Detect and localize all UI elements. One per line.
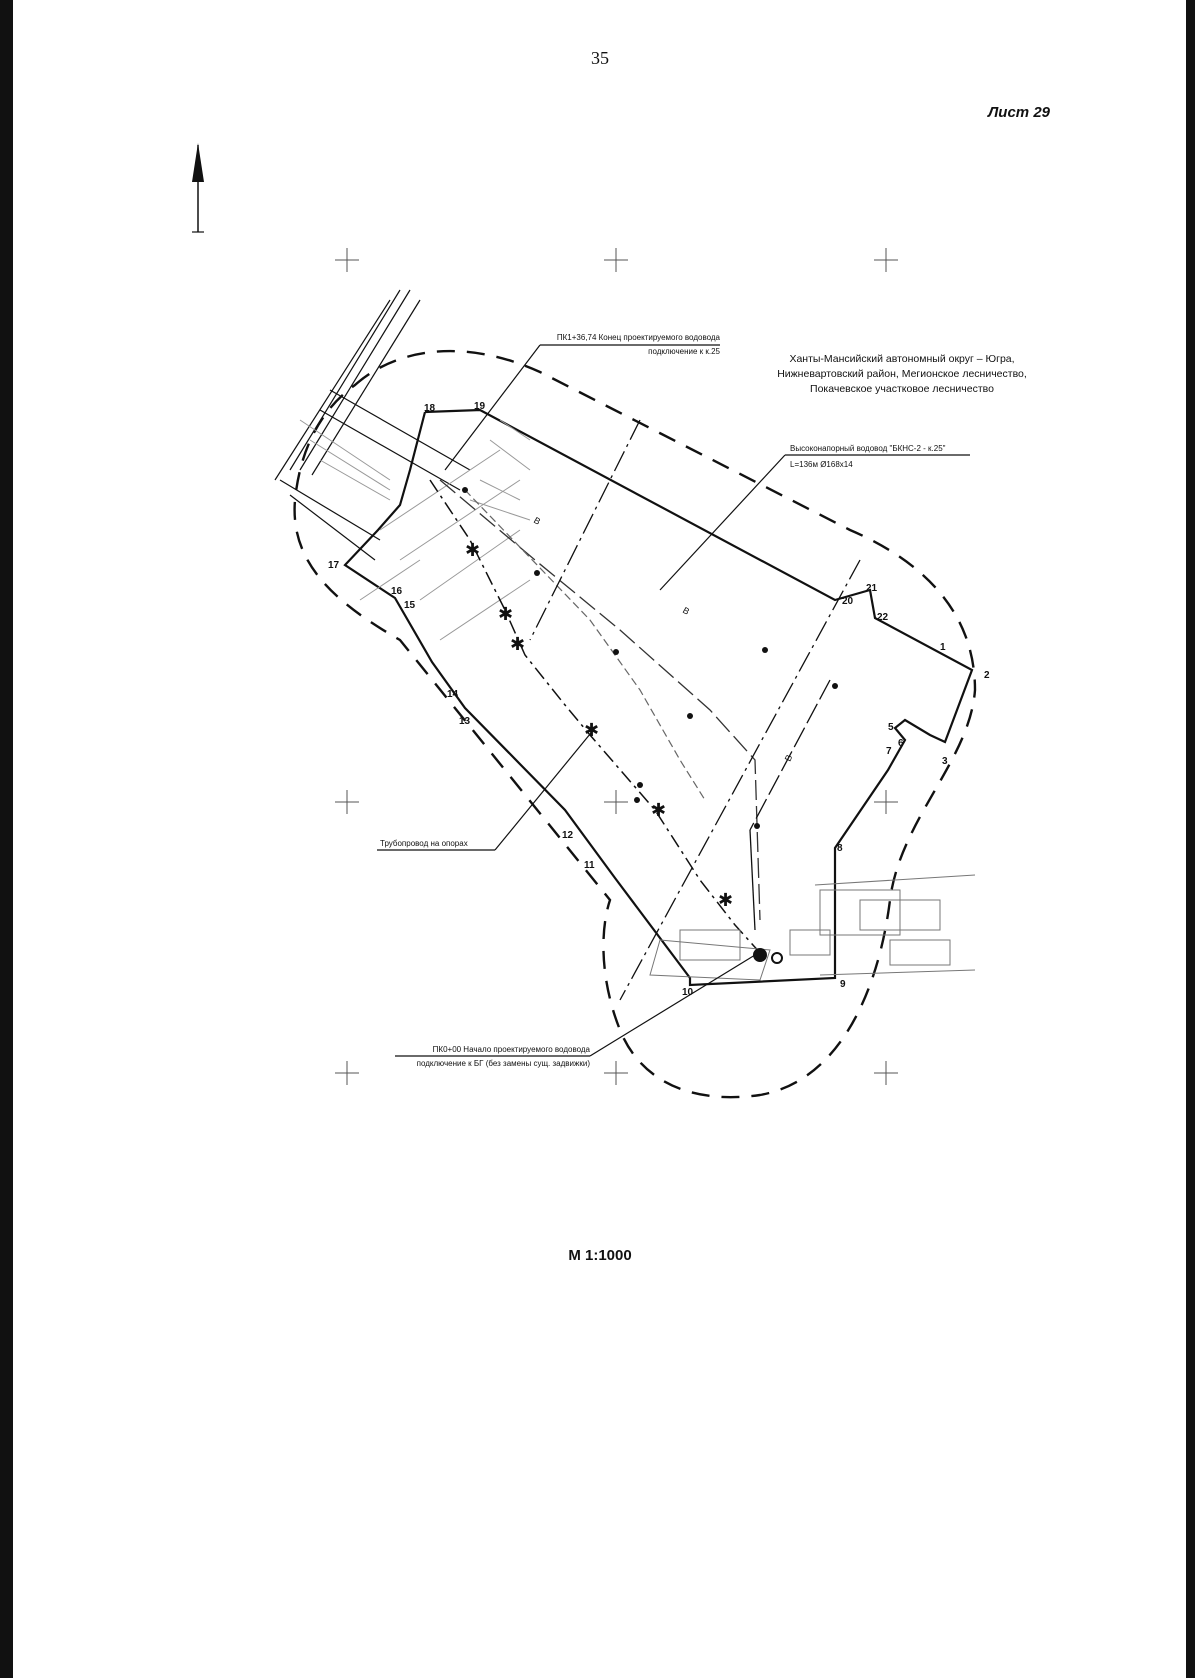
- north-arrow-icon: [192, 143, 204, 232]
- point-number: 14: [447, 689, 459, 700]
- high-pressure-line2: L=136м Ø168х14: [790, 460, 853, 469]
- svg-text:✱: ✱: [510, 634, 526, 654]
- allotment-boundary: [345, 410, 972, 985]
- point-number: 19: [474, 401, 486, 412]
- point-number: 7: [886, 746, 892, 757]
- axis-line: [750, 680, 830, 830]
- point-number: 9: [840, 979, 846, 990]
- page-number: 35: [591, 48, 609, 68]
- axis-line: [530, 420, 640, 640]
- point-number: 20: [842, 596, 854, 607]
- region-line2: Нижневартовский район, Мегионское лесничество,: [777, 368, 1027, 380]
- start-pipeline-line2: подключение к БГ (без замены сущ. задвижки): [416, 1059, 590, 1068]
- svg-text:✱: ✱: [584, 720, 600, 740]
- point-number: 17: [328, 560, 340, 571]
- point-number: 1: [940, 642, 946, 653]
- road-label: В: [782, 753, 795, 763]
- supports-label: Трубопровод на опорах: [380, 839, 468, 848]
- survey-markers: [462, 487, 838, 829]
- road-label: В: [681, 605, 692, 617]
- point-number: 21: [866, 583, 878, 594]
- road-label: В: [532, 515, 543, 527]
- svg-text:✱: ✱: [651, 800, 667, 820]
- point-number: 3: [942, 756, 948, 767]
- end-pipeline-line2: подключение к к.25: [648, 347, 720, 356]
- region-line1: Ханты-Мансийский автономный округ – Югра,: [789, 353, 1015, 365]
- point-number: 2: [984, 670, 990, 681]
- svg-text:✱: ✱: [498, 604, 514, 624]
- svg-text:✱: ✱: [465, 540, 481, 560]
- point-number: 6: [898, 738, 904, 749]
- connection-point: [753, 948, 767, 962]
- point-number: 16: [391, 586, 403, 597]
- point-number: 15: [404, 600, 416, 611]
- end-pipeline-line1: ПК1+36,74 Конец проектируемого водовода: [556, 333, 720, 342]
- svg-text:✱: ✱: [718, 890, 734, 910]
- high-pressure-line1: Высоконапорный водовод "БКНС-2 - к.25": [790, 444, 946, 453]
- point-number: 8: [837, 843, 843, 854]
- map-scale: М 1:1000: [568, 1247, 632, 1264]
- point-number: 5: [888, 722, 894, 733]
- pipeline-branch: [465, 490, 705, 800]
- road-lines: [275, 290, 470, 560]
- region-line3: Покачевское участковое лесничество: [810, 383, 994, 395]
- point-number: 11: [584, 860, 595, 871]
- point-number: 12: [562, 830, 574, 841]
- sheet-label: Лист 29: [988, 104, 1050, 121]
- start-pipeline-line1: ПК0+00 Начало проектируемого водовода: [432, 1045, 590, 1054]
- facility-buildings: [650, 875, 975, 980]
- pipeline-high-pressure: [440, 480, 760, 920]
- point-number: 10: [682, 987, 694, 998]
- point-number: 22: [877, 612, 889, 623]
- zone-boundary: [295, 351, 975, 1097]
- point-number: 18: [424, 403, 436, 414]
- point-number: 13: [459, 716, 471, 727]
